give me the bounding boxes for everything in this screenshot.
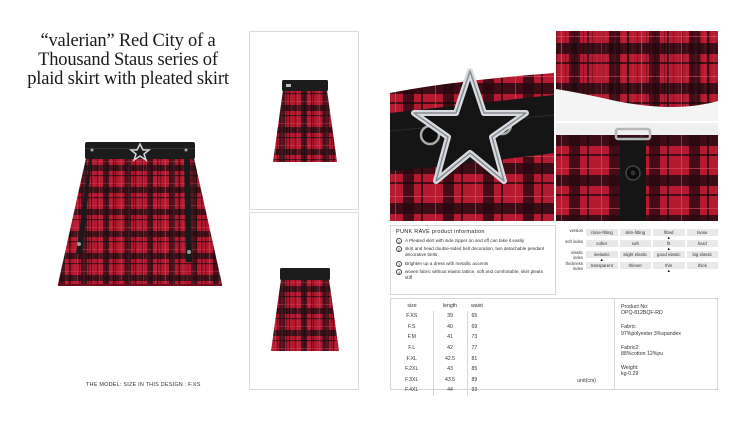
attr-option: fit ▲ bbox=[653, 240, 685, 247]
main-skirt-image bbox=[52, 136, 228, 291]
info-number-badge: 4 bbox=[397, 269, 401, 275]
fabric2-label: Fabric2: bbox=[621, 344, 640, 351]
size-row bbox=[391, 385, 495, 396]
model-size-caption: THE MODEL: SIZE IN THIS DESIGN : F.XS bbox=[86, 382, 201, 388]
front-skirt-image bbox=[250, 32, 360, 211]
weight-value: kg-0.29 bbox=[621, 371, 639, 378]
attribute-grid bbox=[560, 229, 718, 269]
info-item bbox=[396, 261, 550, 267]
product-number bbox=[621, 304, 711, 316]
size-cell: F.3XL bbox=[391, 375, 433, 386]
back-skirt-image bbox=[250, 213, 360, 391]
size-row bbox=[391, 353, 495, 364]
size-cell: F.XS bbox=[391, 311, 433, 322]
info-number-badge: 3 bbox=[397, 261, 401, 267]
info-text: Brighten up a dress with metallic accents bbox=[405, 260, 489, 266]
size-cell: F.4XL bbox=[391, 385, 433, 396]
product-info-title: PUNK RAVE product information bbox=[396, 229, 485, 235]
back-view-panel bbox=[249, 212, 359, 390]
attr-option: transparent bbox=[586, 262, 618, 269]
length-cell: 40 bbox=[433, 322, 467, 333]
attr-option: hard bbox=[687, 240, 719, 247]
fabric-info bbox=[621, 324, 711, 336]
size-cell: F.S bbox=[391, 322, 433, 333]
attr-label: soft index bbox=[565, 239, 583, 244]
attr-option: thick bbox=[687, 262, 719, 269]
length-cell: 43.5 bbox=[433, 375, 467, 386]
attr-option: big elastic bbox=[687, 251, 719, 258]
length-cell: 43 bbox=[433, 364, 467, 375]
size-row bbox=[391, 332, 495, 343]
weight-info bbox=[621, 365, 711, 377]
product-details-box bbox=[615, 298, 718, 390]
info-text: skirt and head double-sided belt decoration, two detachable pendant decorative belts bbox=[405, 246, 545, 258]
size-row bbox=[391, 364, 495, 375]
fabric-value: 97%polyester 3%spandex bbox=[621, 330, 681, 337]
attr-option: fitted ▲ bbox=[653, 229, 685, 236]
waist-cell: 69 bbox=[471, 323, 478, 330]
waist-cell: 73 bbox=[471, 334, 478, 341]
product-info-box bbox=[390, 225, 556, 295]
fabric2-value: 88%cotton 12%pu bbox=[621, 351, 664, 358]
attr-label: thickness index bbox=[565, 261, 583, 271]
attr-option: slim-fitting bbox=[620, 229, 652, 236]
attr-option: thinner bbox=[620, 262, 652, 269]
size-row bbox=[391, 343, 495, 354]
front-view-panel bbox=[249, 31, 359, 210]
size-cell: F.M bbox=[391, 332, 433, 343]
size-cell: F.L bbox=[391, 343, 433, 354]
product-number-value: OPQ-812BQF-RD bbox=[621, 310, 663, 317]
buckle-detail-photo bbox=[390, 31, 554, 221]
info-item bbox=[396, 238, 550, 244]
size-chart bbox=[390, 298, 615, 394]
size-cell: F.XL bbox=[391, 353, 433, 364]
attr-option: inelastic ▲ bbox=[586, 251, 618, 258]
size-cell: F.2XL bbox=[391, 364, 433, 375]
waist-cell: 85 bbox=[471, 366, 478, 373]
info-text: A Pleated skirt with side zipper on and off can take it easily bbox=[405, 238, 525, 243]
fabric2-info bbox=[621, 345, 711, 357]
length-cell: 39 bbox=[433, 311, 467, 322]
size-row bbox=[391, 375, 495, 386]
length-cell: 41 bbox=[433, 332, 467, 343]
unit-label: unit(cm) bbox=[577, 378, 596, 384]
size-row bbox=[391, 322, 495, 333]
product-title: “valerian” Red City of a Thousand Staus series of plaid skirt with pleated skirt bbox=[27, 31, 229, 89]
size-row bbox=[391, 311, 495, 322]
info-item bbox=[396, 246, 550, 258]
info-number-badge: 2 bbox=[397, 247, 401, 253]
fabric-label: Fabric: bbox=[621, 324, 637, 331]
attr-option: softer bbox=[586, 240, 618, 247]
waist-column-header: waist bbox=[471, 303, 483, 309]
attr-label: elastic index bbox=[571, 250, 583, 260]
attr-option: good elastic bbox=[653, 251, 685, 258]
info-number-badge: 1 bbox=[397, 239, 401, 244]
snap-detail-photo bbox=[556, 123, 718, 221]
length-cell: 44 bbox=[433, 385, 467, 396]
length-cell: 42 bbox=[433, 343, 467, 354]
waist-cell: 81 bbox=[471, 355, 478, 362]
info-item bbox=[396, 269, 550, 281]
waist-cell: 89 bbox=[471, 376, 478, 383]
attr-option: close-fitting bbox=[586, 229, 618, 236]
attr-label: version bbox=[569, 228, 583, 233]
product-number-label: Product No: bbox=[621, 304, 649, 310]
size-table bbox=[391, 301, 495, 396]
attr-option: slight elastic bbox=[620, 251, 652, 258]
hem-detail-photo bbox=[556, 31, 718, 121]
length-cell: 42.5 bbox=[433, 353, 467, 364]
weight-label: Weight: bbox=[621, 365, 639, 372]
attr-option: soft bbox=[620, 240, 652, 247]
attr-option: loose bbox=[687, 229, 719, 236]
waist-cell: 77 bbox=[471, 345, 478, 352]
length-column-header: length bbox=[442, 303, 458, 309]
info-text: woven fabric without elastic lattice, soft and comfortable, skirt pleats stiff bbox=[405, 268, 543, 281]
size-column-header: size bbox=[407, 303, 417, 309]
waist-cell: 65 bbox=[471, 313, 478, 320]
waist-cell: 93 bbox=[471, 387, 478, 394]
size-table-header bbox=[391, 301, 495, 311]
attr-option: thin ▲ bbox=[653, 262, 685, 269]
